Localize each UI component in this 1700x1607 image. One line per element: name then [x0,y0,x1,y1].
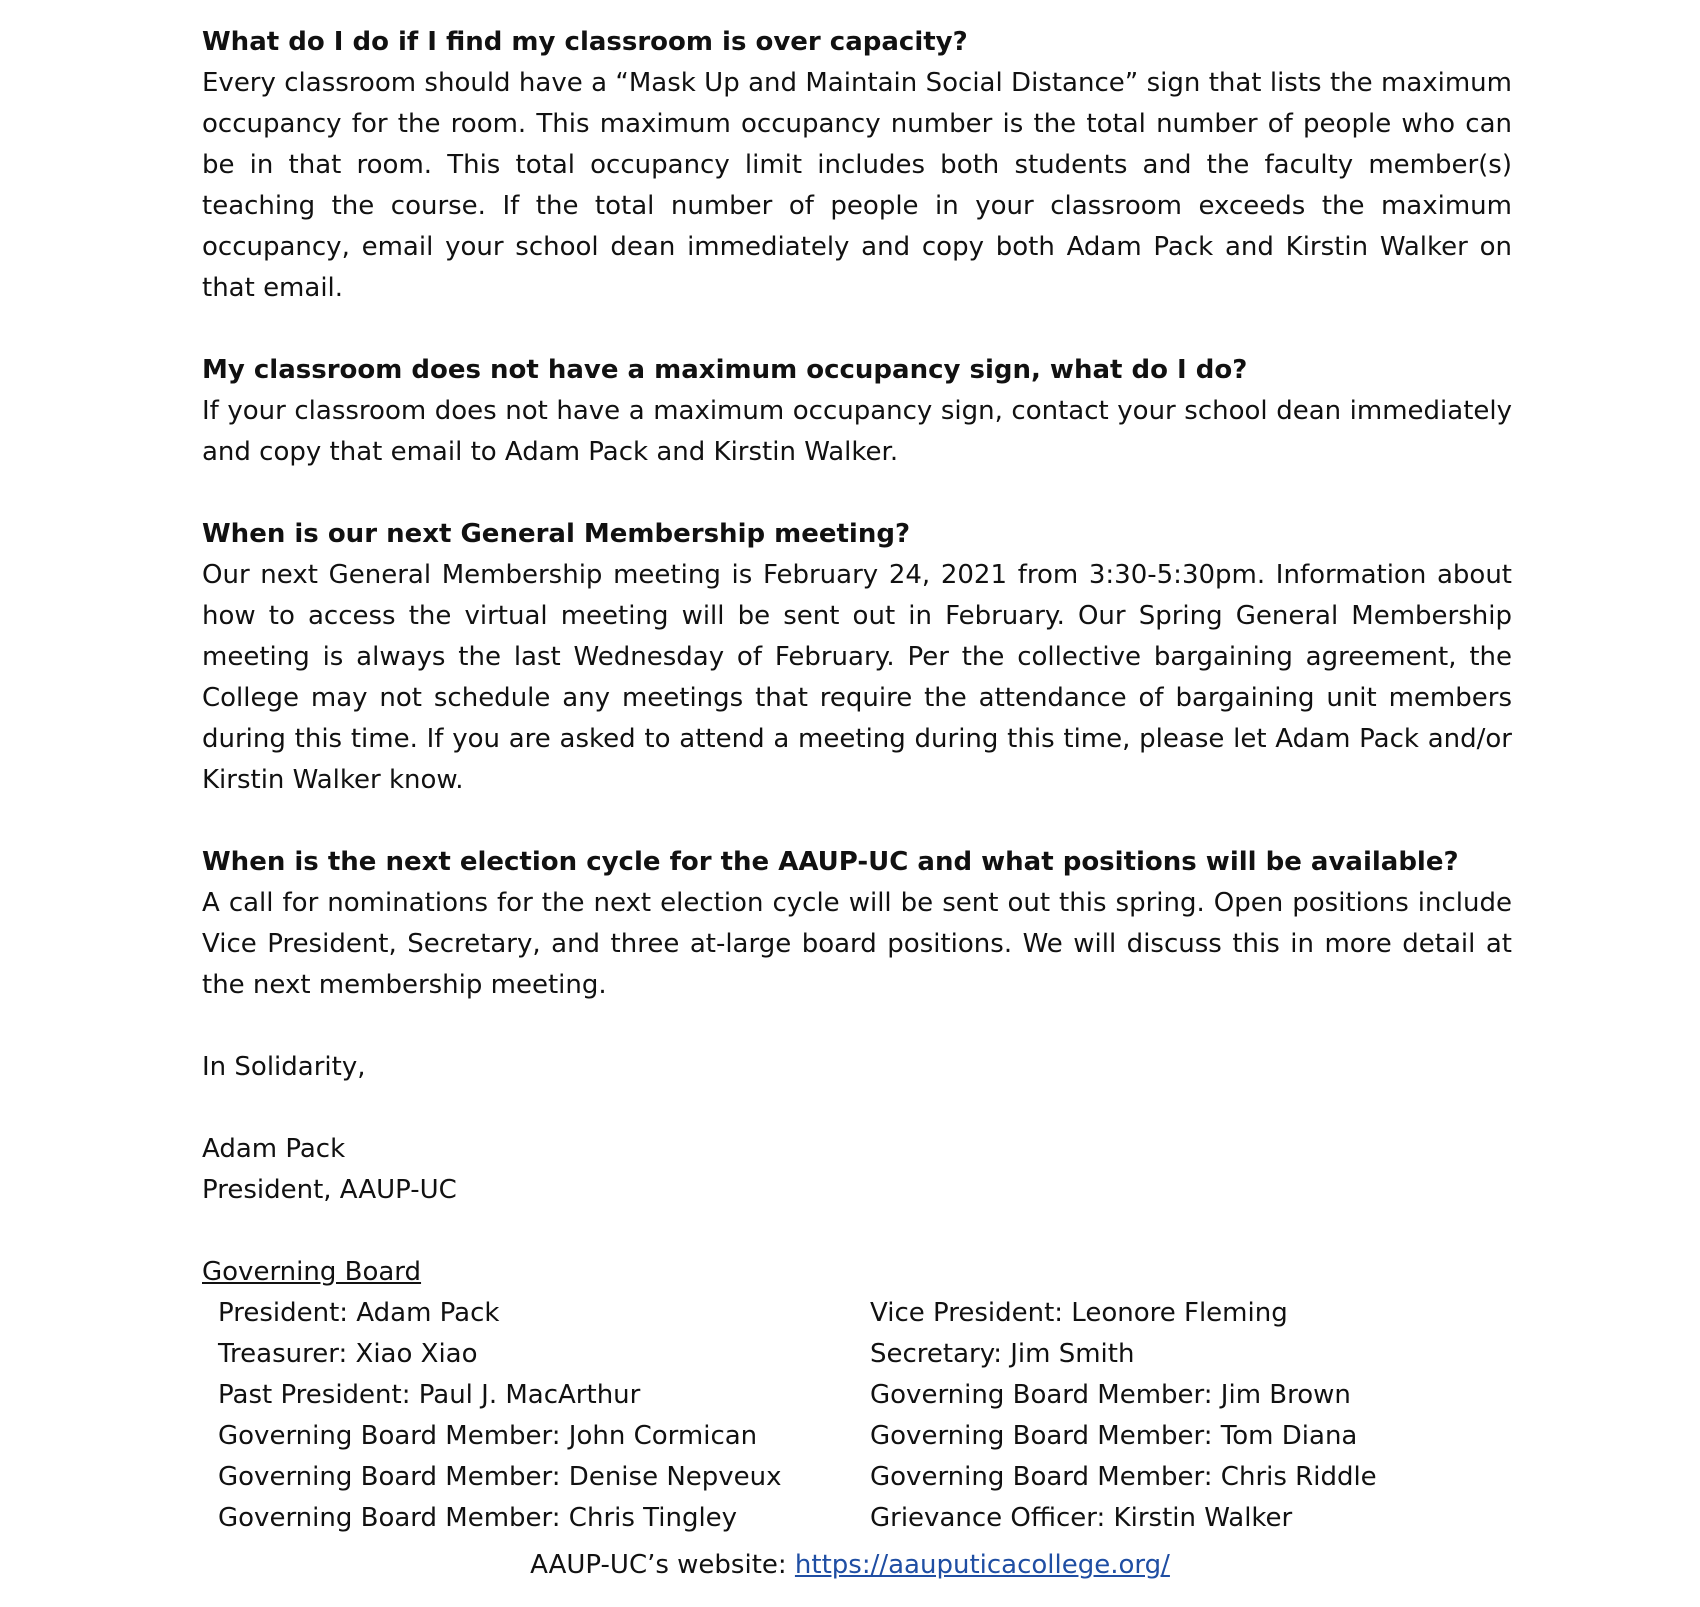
board-member: Governing Board Member: Chris Tingley [218,1503,738,1533]
board-member: Governing Board Member: Jim Brown [870,1380,1351,1410]
board-member: Grievance Officer: Kirstin Walker [870,1503,1293,1533]
faq-item-election [202,842,1512,1006]
faq-answer: A call for nominations for the next election cycle will be sent out this spring. Open positions include Vice President, Secretary, and three at-large board positions. We will discuss this in more detail at the next membership meeting. [202,888,1512,1000]
signer-title: President, AAUP-UC [202,1175,457,1205]
faq-question: When is the next election cycle for the AAUP-UC and what positions will be available? [202,847,1459,877]
salutation: In Solidarity, [202,1052,366,1082]
faq-item-no-sign [202,350,1512,473]
board-member: Governing Board Member: John Cormican [218,1421,758,1451]
spacer [202,1006,1512,1047]
board-member: Governing Board Member: Chris Riddle [870,1462,1377,1492]
governing-board [202,1252,1512,1539]
website-label: AAUP-UC’s website: [530,1550,787,1580]
governing-board-heading: Governing Board [202,1257,422,1287]
board-member: President: Adam Pack [218,1298,500,1328]
faq-question: When is our next General Membership meeting? [202,519,911,549]
board-member: Governing Board Member: Tom Diana [870,1421,1358,1451]
spacer [202,309,1512,350]
board-member: Past President: Paul J. MacArthur [218,1380,641,1410]
faq-item-general-meeting [202,514,1512,801]
spacer [202,801,1512,842]
document-body [202,22,1512,1539]
board-member: Governing Board Member: Denise Nepveux [218,1462,782,1492]
spacer [202,1211,1512,1252]
faq-answer: If your classroom does not have a maximum occupancy sign, contact your school dean immediately and copy that email to Adam Pack and Kirstin Walker. [202,396,1512,467]
faq-answer: Every classroom should have a “Mask Up and Maintain Social Distance” sign that lists the maximum occupancy for the room. This maximum occupancy number is the total number of people who can be in that room. This total occupancy limit includes both students and the faculty member(s) teaching the course. If the total number of people in your classroom exceeds the maximum occupancy, email your school dean immediately and copy both Adam Pack and Kirstin Walker on that email. [202,68,1512,303]
website-link[interactable]: https://aauputicacollege.org/ [794,1550,1170,1580]
faq-question: My classroom does not have a maximum occupancy sign, what do I do? [202,355,1248,385]
faq-answer: Our next General Membership meeting is February 24, 2021 from 3:30-5:30pm. Information about how to access the virtual meeting will be sent out in February. Our Spring General Membership meeting is always the last Wednesday of February. Per the collective bargaining agreement, the College may not schedule any meetings that require the attendance of bargaining unit members during this time. If you are asked to attend a meeting during this time, please let Adam Pack and/or Kirstin Walker know. [202,560,1512,795]
board-member: Secretary: Jim Smith [870,1339,1135,1369]
board-member: Treasurer: Xiao Xiao [218,1339,478,1369]
faq-question: What do I do if I find my classroom is over capacity? [202,27,968,57]
governing-board-list [218,1293,1512,1539]
board-member: Vice President: Leonore Fleming [870,1298,1288,1328]
website-footer [0,1545,1700,1586]
spacer [202,1088,1512,1129]
faq-item-over-capacity [202,22,1512,309]
signer-name: Adam Pack [202,1134,346,1164]
spacer [202,473,1512,514]
